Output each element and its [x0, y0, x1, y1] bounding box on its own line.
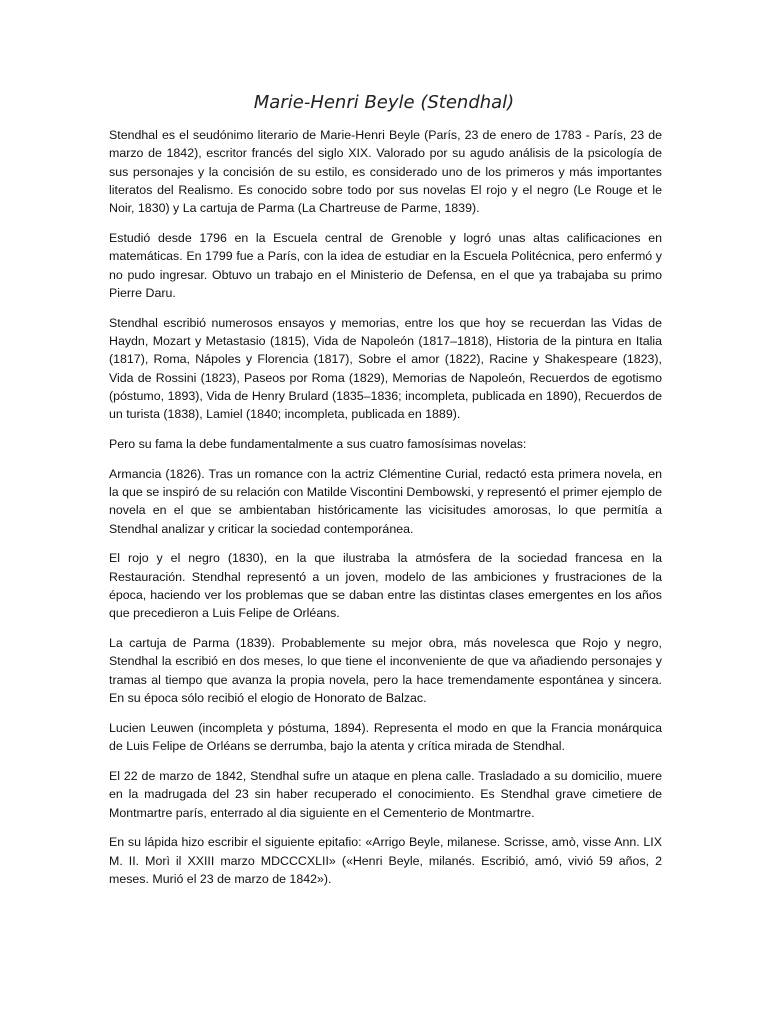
- paragraph-novels-intro: Pero su fama la debe fundamentalmente a sus cuatro famosísimas novelas:: [109, 436, 527, 451]
- paragraph-intro: Stendhal es el seudónimo literario de Marie-Henri Beyle (París, 23 de enero de 1783 - París, 23 de marzo de 1842), escritor francés del siglo XIX. Valorado por su agudo análisis de la psicología de sus personajes y la concisión de su estilo, es considerado uno de los primeros y más importantes literatos del Realismo. Es conocido sobre todo por sus novelas El rojo y el negro (Le Rouge et le Noir, 1830) y La cartuja de Parma (La Chartreuse de Parme, 1839).: [109, 128, 662, 216]
- paragraph-rojo-negro: El rojo y el negro (1830), en la que ilustraba la atmósfera de la sociedad francesa en la Restauración. Stendhal representó a un joven, modelo de las ambiciones y frustraciones de la época, haciendo ver los problemas que se daban entre las distintas clases emergentes en los años que precedieron a Luis Felipe de Orléans.: [109, 551, 662, 621]
- paragraph-death: El 22 de marzo de 1842, Stendhal sufre un ataque en plena calle. Trasladado a su domicilio, muere en la madrugada del 23 sin haber recuperado el conocimiento. Es Stendhal grave cimetiere de Montmartre parís, enterrado al dia siguiente en el Cementerio de Montmartre.: [109, 768, 662, 820]
- document-title: Marie-Henri Beyle (Stendhal): [253, 92, 515, 113]
- paragraph-lucien-leuwen: Lucien Leuwen (incompleta y póstuma, 1894). Representa el modo en que la Francia monárquica de Luis Felipe de Orléans se derrumba, bajo la atenta y crítica mirada de Stendhal.: [109, 720, 662, 754]
- paragraph-education: Estudió desde 1796 en la Escuela central de Grenoble y logró unas altas calificaciones en matemáticas. En 1799 fue a París, con la idea de estudiar en la Escuela Politécnica, pero enfermó y no pudo ingresar. Obtuvo un trabajo en el Ministerio de Defensa, en el que ya trabajaba su primo Pierre Daru.: [109, 230, 662, 300]
- paragraph-essays: Stendhal escribió numerosos ensayos y memorias, entre los que hoy se recuerdan las Vidas de Haydn, Mozart y Metastasio (1815), Vida de Napoleón (1817–1818), Historia de la pintura en Italia (1817), Roma, Nápoles y Florencia (1817), Sobre el amor (1822), Racine y Shakespeare (1823), Vida de Rossini (1823), Paseos por Roma (1829), Memorias de Napoleón, Recuerdos de egotismo (póstumo, 1893), Vida de Henry Brulard (1835–1836; incompleta, publicada en 1890), Recuerdos de un turista (1838), Lamiel (1840; incompleta, publicada en 1889).: [109, 315, 662, 422]
- paragraph-armancia: Armancia (1826). Tras un romance con la actriz Clémentine Curial, redactó esta primera novela, en la que se inspiró de su relación con Matilde Viscontini Dembowski, y representó el primer ejemplo de novela en el que se ambientaban históricamente las vicisitudes amorosas, lo que permitía a Stendhal analizar y criticar la sociedad contemporánea.: [109, 466, 662, 536]
- paragraph-cartuja: La cartuja de Parma (1839). Probablemente su mejor obra, más novelesca que Rojo y negro, Stendhal la escribió en dos meses, lo que tiene el inconveniente de que va añadiendo personajes y tramas al tiempo que avanza la propia novela, pero la hace tremendamente espontánea y sincera. En su época sólo recibió el elogio de Honorato de Balzac.: [109, 636, 662, 706]
- paragraph-epitaph: En su lápida hizo escribir el siguiente epitafio: «Arrigo Beyle, milanese. Scrisse, amò, visse Ann. LIX M. II. Morì il XXIII marzo MDCCCXLII» («Henri Beyle, milanés. Escribió, amó, vivió 59 años, 2 meses. Murió el 23 de marzo de 1842»).: [109, 835, 662, 886]
- document-body: [109, 126, 662, 900]
